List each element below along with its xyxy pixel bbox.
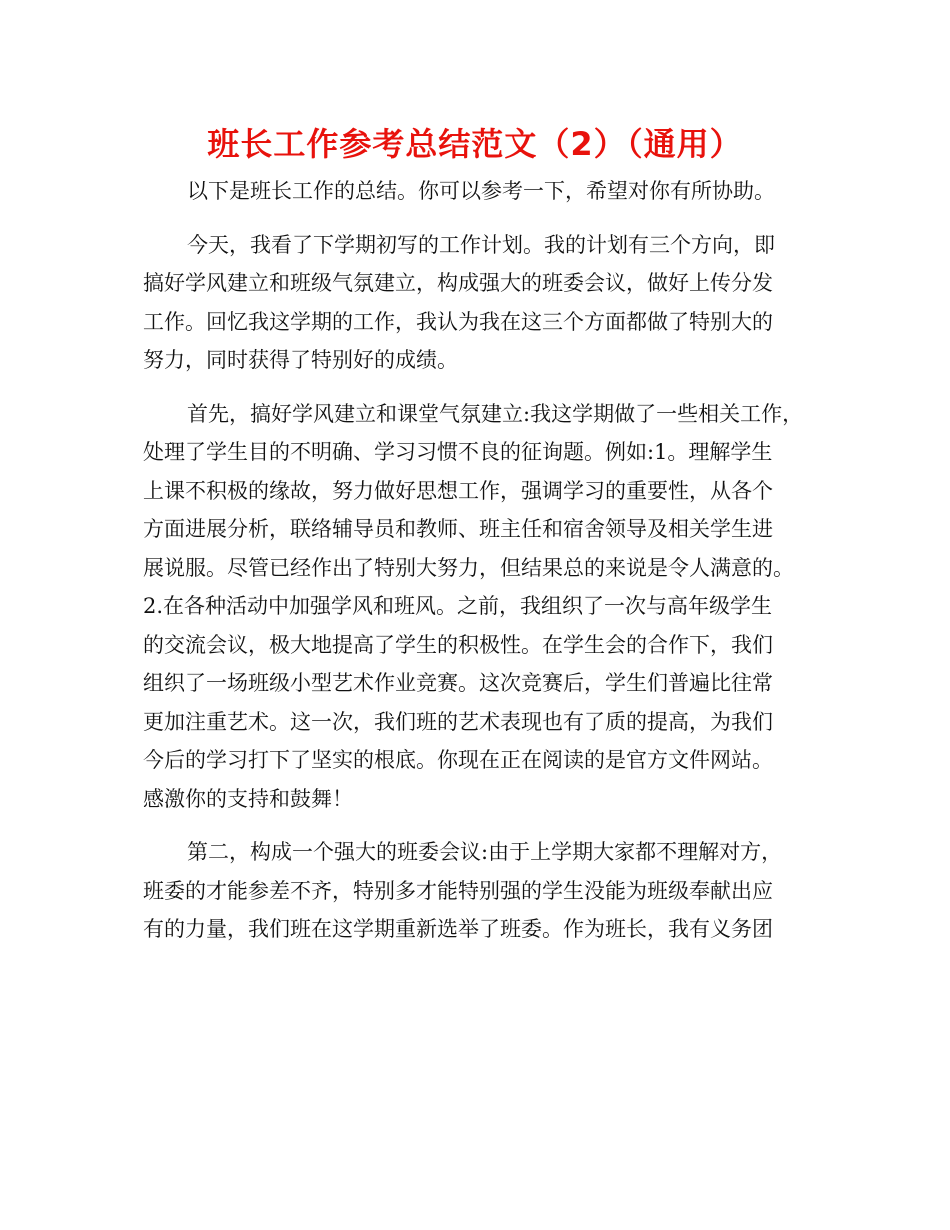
text-line: 处理了学生目的不明确、学习习惯不良的征询题。例如:1。理解学生 (143, 440, 773, 464)
text-line: 感激你的支持和鼓舞！ (143, 786, 353, 811)
document-body (143, 172, 823, 949)
text-line: 班委的才能参差不齐，特别多才能特别强的学生没能为班级奉献出应 (143, 878, 773, 903)
text-line: 第二，构成一个强大的班委会议:由于上学期大家都不理解对方， (187, 840, 783, 864)
text-line: 展说服。尽管已经作出了特别大努力，但结果总的来说是令人满意的。 (143, 555, 794, 580)
paragraph-intro (143, 172, 823, 211)
text-line: 首先，搞好学风建立和课堂气氛建立:我这学期做了一些相关工作， (187, 401, 804, 426)
text-line: 有的力量，我们班在这学期重新选举了班委。作为班长，我有义务团 (143, 917, 773, 941)
paragraph-gap (143, 211, 823, 226)
paragraph-study-style (143, 395, 823, 819)
text-line: 方面进展分析，联络辅导员和教师、班主任和宿舍领导及相关学生进 (143, 517, 773, 541)
paragraph-gap (143, 818, 823, 833)
text-line: 努力，同时获得了特别好的成绩。 (143, 348, 458, 372)
text-line: 以下是班长工作的总结。你可以参考一下，希望对你有所协助。 (187, 179, 775, 203)
text-line: 今天，我看了下学期初写的工作计划。我的计划有三个方向，即 (187, 232, 775, 257)
text-line: 今后的学习打下了坚实的根底。你现在正在阅读的是官方文件网站。 (143, 748, 773, 772)
paragraph-gap (143, 380, 823, 395)
text-line: 上课不积极的缘故，努力做好思想工作，强调学习的重要性，从各个 (143, 478, 773, 503)
text-line: 搞好学风建立和班级气氛建立，构成强大的班委会议，做好上传分发 (143, 271, 773, 295)
text-line: 2.在各种活动中加强学风和班风。之前，我组织了一次与高年级学生 (143, 594, 773, 618)
paragraph-committee (143, 833, 823, 949)
text-line: 更加注重艺术。这一次，我们班的艺术表现也有了质的提高，为我们 (143, 709, 773, 734)
text-line: 组织了一场班级小型艺术作业竞赛。这次竞赛后，学生们普遍比往常 (143, 671, 773, 695)
text-line: 的交流会议，极大地提高了学生的积极性。在学生会的合作下，我们 (143, 632, 773, 657)
document-title: 班长工作参考总结范文（2）（通用） (207, 125, 743, 163)
paragraph-plan (143, 226, 823, 380)
text-line: 工作。回忆我这学期的工作，我认为我在这三个方面都做了特别大的 (143, 309, 773, 334)
